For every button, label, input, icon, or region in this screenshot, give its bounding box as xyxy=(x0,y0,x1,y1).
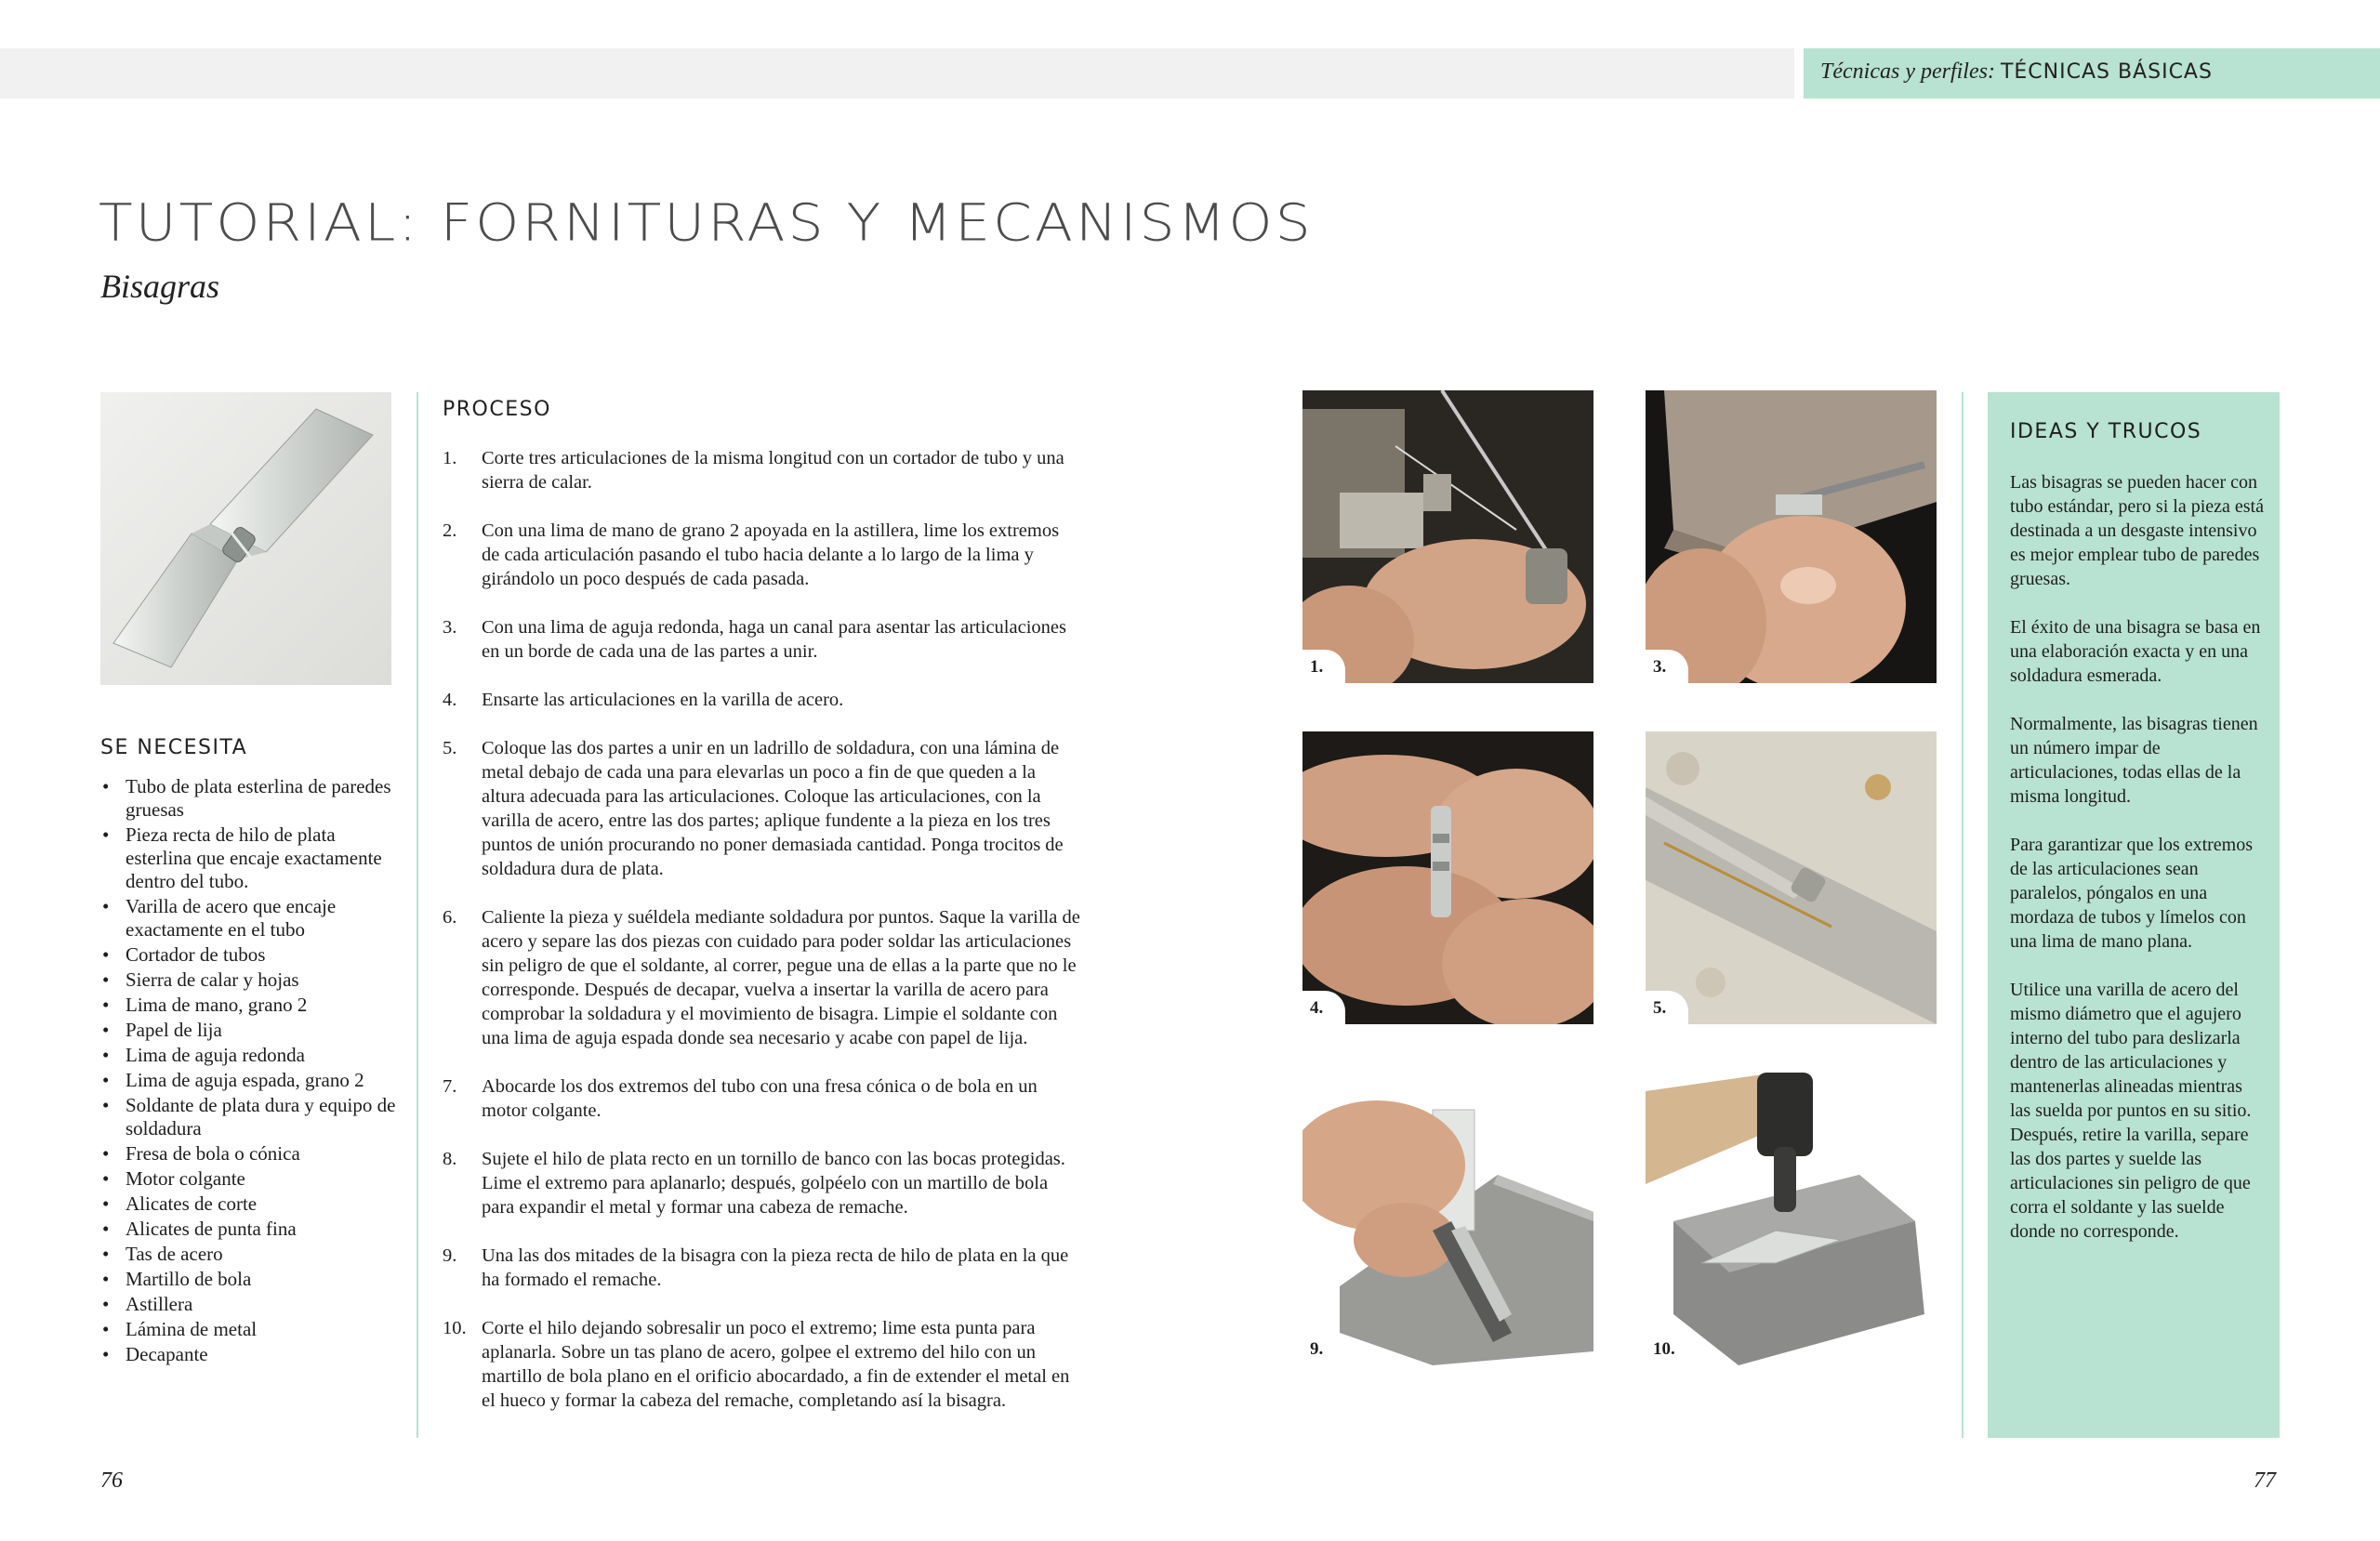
ideas-heading: IDEAS Y TRUCOS xyxy=(2010,420,2202,443)
photo-label: 5. xyxy=(1646,991,1688,1024)
sawing-photo xyxy=(1302,390,1593,683)
process-step xyxy=(443,736,1080,881)
ideas-paragraph: Utilice una varilla de acero del mismo diámetro que el agujero interno del tubo para deslizarla dentro de las articulaciones y mantenerlas alineadas mientras las suelda por puntos en su sitio. Después, retire la varilla, separe las dos partes y suelde las articulaciones sin peligro de que corra el soldante y las suelde donde no corresponde. xyxy=(2010,980,2252,1242)
running-head xyxy=(1820,59,2213,85)
process-step xyxy=(443,905,1080,1050)
process-step xyxy=(443,688,1080,712)
hammering-photo xyxy=(1646,1073,1937,1365)
step-number: 10. xyxy=(443,1318,467,1338)
ideas-paragraph: Para garantizar que los extremos de las articulaciones sean paralelos, póngalos en una mordaza de tubos y límelos con una lima de mano plana. xyxy=(2010,835,2254,952)
step-number: 7. xyxy=(443,1076,457,1097)
step-number: 5. xyxy=(443,738,457,758)
step-text: Abocarde los dos extremos del tubo con una fresa cónica o de bola en un motor colgante. xyxy=(482,1076,1038,1121)
step-text: Caliente la pieza y suéldela mediante soldadura por puntos. Saque la varilla de acero y separe las dos piezas con cuidado para poder soldar las articulaciones sin peligro de que el soldante, al correr, pegue una de ellas a la parte que no le corresponde. Después de decapar, vuelva a insertar la varilla de acero para comprobar la soldadura y el movimiento de bisagra. Limpie el soldante con una lima de aguja espada donde sea necesario y acabe con papel de lija. xyxy=(482,907,1080,1048)
soldering-photo xyxy=(1646,731,1937,1024)
process-step xyxy=(443,1074,1080,1123)
step-text: Con una lima de aguja redonda, haga un canal para asentar las articulaciones en un borde de cada una de las partes a unir. xyxy=(482,617,1066,662)
list-item: • Astillera xyxy=(100,1293,398,1316)
tools-list xyxy=(100,775,398,1368)
list-item: • Lima de aguja espada, grano 2 xyxy=(100,1069,398,1092)
header-bar-left xyxy=(0,48,1794,99)
photo-label: 9. xyxy=(1302,1332,1345,1365)
process-step xyxy=(443,1147,1080,1219)
ideas-paragraph: El éxito de una bisagra se basa en una elaboración exacta y en una soldadura esmerada. xyxy=(2010,617,2261,686)
process-step xyxy=(443,519,1080,591)
process-step xyxy=(443,446,1080,494)
list-item: • Soldante de plata dura y equipo de soldadura xyxy=(100,1094,398,1140)
step-number: 3. xyxy=(443,617,457,638)
list-item: • Tubo de plata esterlina de paredes gruesas xyxy=(100,775,398,822)
photo-label: 1. xyxy=(1302,650,1345,683)
list-item: • Decapante xyxy=(100,1343,398,1366)
process-step xyxy=(443,1316,1080,1413)
process-step xyxy=(443,615,1080,664)
riveting-photo xyxy=(1302,1073,1593,1365)
step-text: Corte el hilo dejando sobresalir un poco el extremo; lime esta punta para aplanarla. Sobre un tas plano de acero, golpee el extremo del hilo con un martillo de bola plano en el orificio abocardado, a fin de extender el metal en el hueco y formar la cabeza del remache, completando así la bisagra. xyxy=(482,1318,1070,1411)
proceso-heading: PROCESO xyxy=(443,398,551,421)
list-item: • Lima de mano, grano 2 xyxy=(100,994,398,1017)
step-text: Con una lima de mano de grano 2 apoyada en la astillera, lime los extremos de cada articulación pasando el tubo hacia delante a lo largo de la lima y girándolo un poco después de cada pasada. xyxy=(482,520,1060,589)
step-number: 8. xyxy=(443,1149,457,1169)
page-number-right: 77 xyxy=(2254,1469,2276,1493)
photo-label: 3. xyxy=(1646,650,1688,683)
step-number: 4. xyxy=(443,690,457,710)
step-text: Coloque las dos partes a unir en un ladrillo de soldadura, con una lámina de metal debajo de cada una para elevarlas un poco a fin de que queden a la altura adecuada para las articulaciones. Coloque las articulaciones, con la varilla de acero, entre las dos partes; aplique fundente a la pieza en los tres puntos de unión procurando no poner demasiada cantidad. Ponga trocitos de soldadura dura de plata. xyxy=(482,738,1064,879)
photo-label: 4. xyxy=(1302,991,1345,1024)
list-item: • Varilla de acero que encaje exactamente en el tubo xyxy=(100,895,398,942)
process-step xyxy=(443,1244,1080,1292)
se-necesita-heading: SE NECESITA xyxy=(100,736,248,759)
ideas-paragraph: Normalmente, las bisagras tienen un número impar de articulaciones, todas ellas de la misma longitud. xyxy=(2010,714,2258,807)
list-item: • Fresa de bola o cónica xyxy=(100,1142,398,1166)
list-item: • Lámina de metal xyxy=(100,1318,398,1341)
photo-label: 10. xyxy=(1646,1332,1688,1365)
list-item: • Martillo de bola xyxy=(100,1268,398,1291)
page-number-left: 76 xyxy=(100,1469,123,1493)
step-number: 2. xyxy=(443,520,457,541)
step-number: 1. xyxy=(443,448,457,468)
finished-hinge-photo xyxy=(100,392,391,685)
ideas-text xyxy=(2010,470,2267,1268)
list-item: • Sierra de calar y hojas xyxy=(100,968,398,992)
step-text: Una las dos mitades de la bisagra con la pieza recta de hilo de plata en la que ha formado el remache. xyxy=(482,1245,1069,1290)
page-subtitle: Bisagras xyxy=(100,268,220,305)
step-text: Ensarte las articulaciones en la varilla de acero. xyxy=(482,690,844,710)
process-steps xyxy=(443,446,1080,1437)
list-item: • Cortador de tubos xyxy=(100,943,398,967)
filing-photo xyxy=(1646,390,1937,683)
step-number: 9. xyxy=(443,1245,457,1266)
threading-photo xyxy=(1302,731,1593,1024)
step-text: Sujete el hilo de plata recto en un tornillo de banco con las bocas protegidas. Lime el extremo para aplanarlo; después, golpéelo con un martillo de bola para expandir el metal y formar una cabeza de remache. xyxy=(482,1149,1065,1218)
list-item: • Pieza recta de hilo de plata esterlina que encaje exactamente dentro del tubo. xyxy=(100,823,398,893)
list-item: • Papel de lija xyxy=(100,1019,398,1042)
list-item: • Alicates de corte xyxy=(100,1192,398,1216)
list-item: • Lima de aguja redonda xyxy=(100,1044,398,1067)
step-number: 6. xyxy=(443,907,457,928)
list-item: • Tas de acero xyxy=(100,1243,398,1266)
column-divider xyxy=(416,392,418,1438)
column-divider xyxy=(1962,392,1964,1438)
step-text: Corte tres articulaciones de la misma longitud con un cortador de tubo y una sierra de calar. xyxy=(482,448,1064,493)
ideas-paragraph: Las bisagras se pueden hacer con tubo estándar, pero si la pieza está destinada a un desgaste intensivo es mejor emplear tubo de paredes gruesas. xyxy=(2010,472,2264,589)
list-item: • Motor colgante xyxy=(100,1167,398,1191)
running-head-section: Técnicas y perfiles: xyxy=(1820,59,1995,84)
list-item: • Alicates de punta fina xyxy=(100,1218,398,1241)
running-head-chapter: TÉCNICAS BÁSICAS xyxy=(2000,60,2213,84)
page-title: TUTORIAL: FORNITURAS Y MECANISMOS xyxy=(99,193,1314,254)
